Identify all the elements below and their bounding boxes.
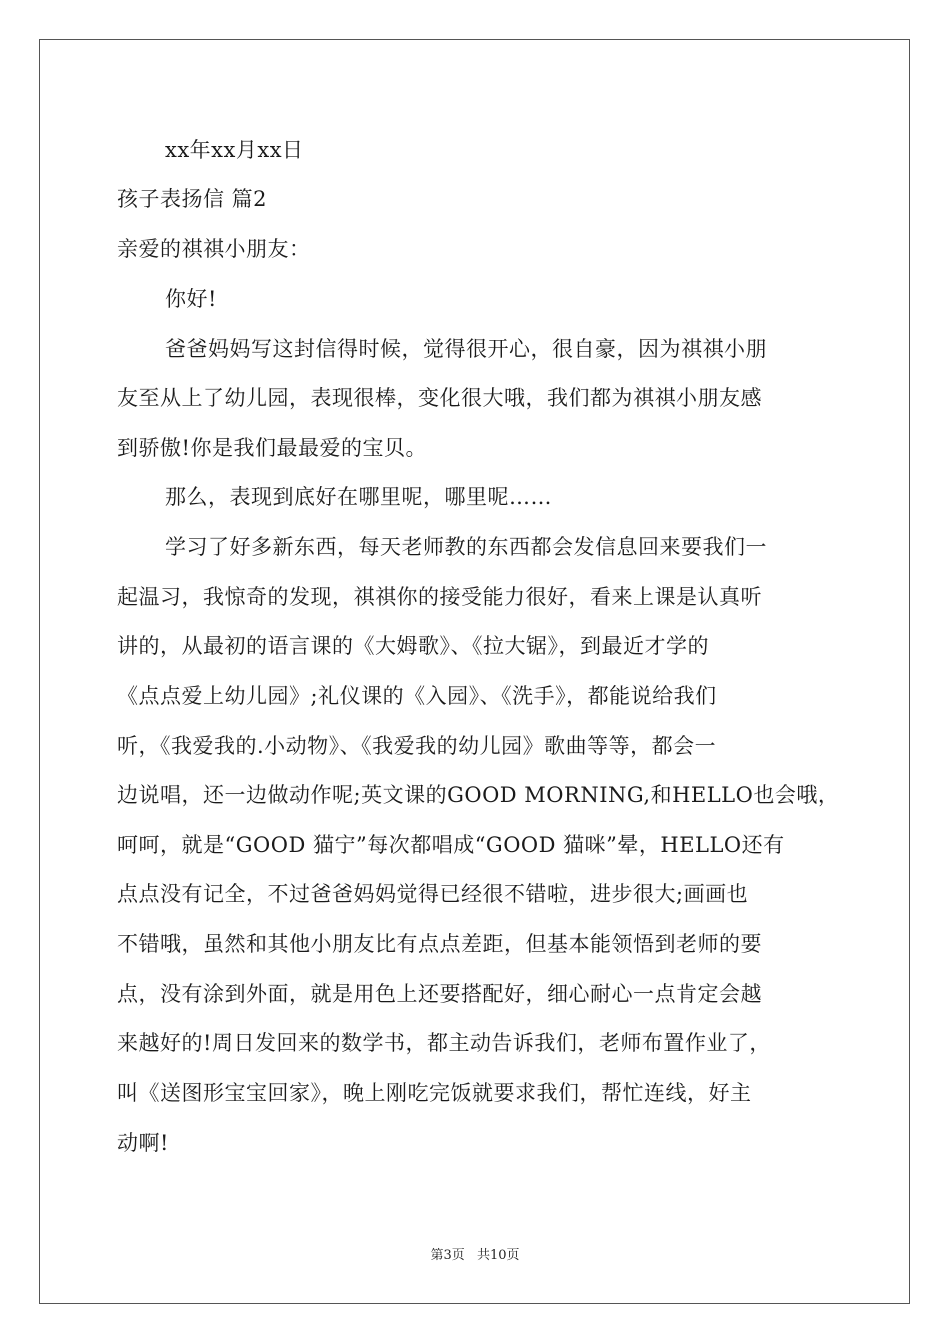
page-footer (0, 1248, 950, 1264)
paragraph-line: 点，没有涂到外面，就是用色上还要搭配好，细心耐心一点肯定会越 (117, 982, 762, 1006)
total-pages: 共10页 (476, 1248, 520, 1263)
paragraph-line: 听，《我爱我的.小动物》、《我爱我的幼儿园》歌曲等等，都会一 (117, 734, 717, 758)
page-border (39, 39, 910, 1304)
paragraph-line: 讲的，从最初的语言课的《大姆歌》、《拉大锯》，到最近才学的 (117, 634, 709, 658)
paragraph-line: 到骄傲!你是我们最最爱的宝贝。 (117, 436, 427, 460)
paragraph-line: 叫《送图形宝宝回家》，晚上刚吃完饭就要求我们，帮忙连线，好主 (117, 1081, 752, 1105)
paragraph-line: 来越好的!周日发回来的数学书，都主动告诉我们，老师布置作业了， (117, 1031, 771, 1055)
paragraph-line: 点点没有记全，不过爸爸妈妈觉得已经很不错啦，进步很大;画画也 (117, 882, 749, 906)
paragraph-line: 不错哦，虽然和其他小朋友比有点点差距，但基本能领悟到老师的要 (117, 932, 762, 956)
paragraph-line: 起温习，我惊奇的发现，祺祺你的接受能力很好，看来上课是认真听 (117, 585, 762, 609)
salutation: 亲爱的祺祺小朋友： (117, 237, 311, 261)
page-number: 第3页 (430, 1248, 465, 1263)
paragraph-line: 那么，表现到底好在哪里呢，哪里呢…… (165, 485, 552, 509)
paragraph-line: 边说唱，还一边做动作呢;英文课的GOOD MORNING,和HELLO也会哦， (117, 783, 840, 807)
paragraph-line: 呵呵，就是“GOOD 猫宁”每次都唱成“GOOD 猫咪”晕，HELLO还有 (117, 833, 785, 857)
paragraph-line: 学习了好多新东西，每天老师教的东西都会发信息回来要我们一 (165, 535, 767, 559)
greeting: 你好! (165, 287, 217, 311)
paragraph-line: 友至从上了幼儿园，表现很棒，变化很大哦，我们都为祺祺小朋友感 (117, 386, 762, 410)
paragraph-line: 动啊! (117, 1131, 169, 1155)
paragraph-line: 爸爸妈妈写这封信得时候，觉得很开心，很自豪，因为祺祺小朋 (165, 337, 767, 361)
date-line: xx年xx月xx日 (165, 138, 304, 162)
section-title: 孩子表扬信 篇2 (117, 187, 268, 211)
paragraph-line: 《点点爱上幼儿园》;礼仪课的《入园》、《洗手》，都能说给我们 (117, 684, 717, 708)
